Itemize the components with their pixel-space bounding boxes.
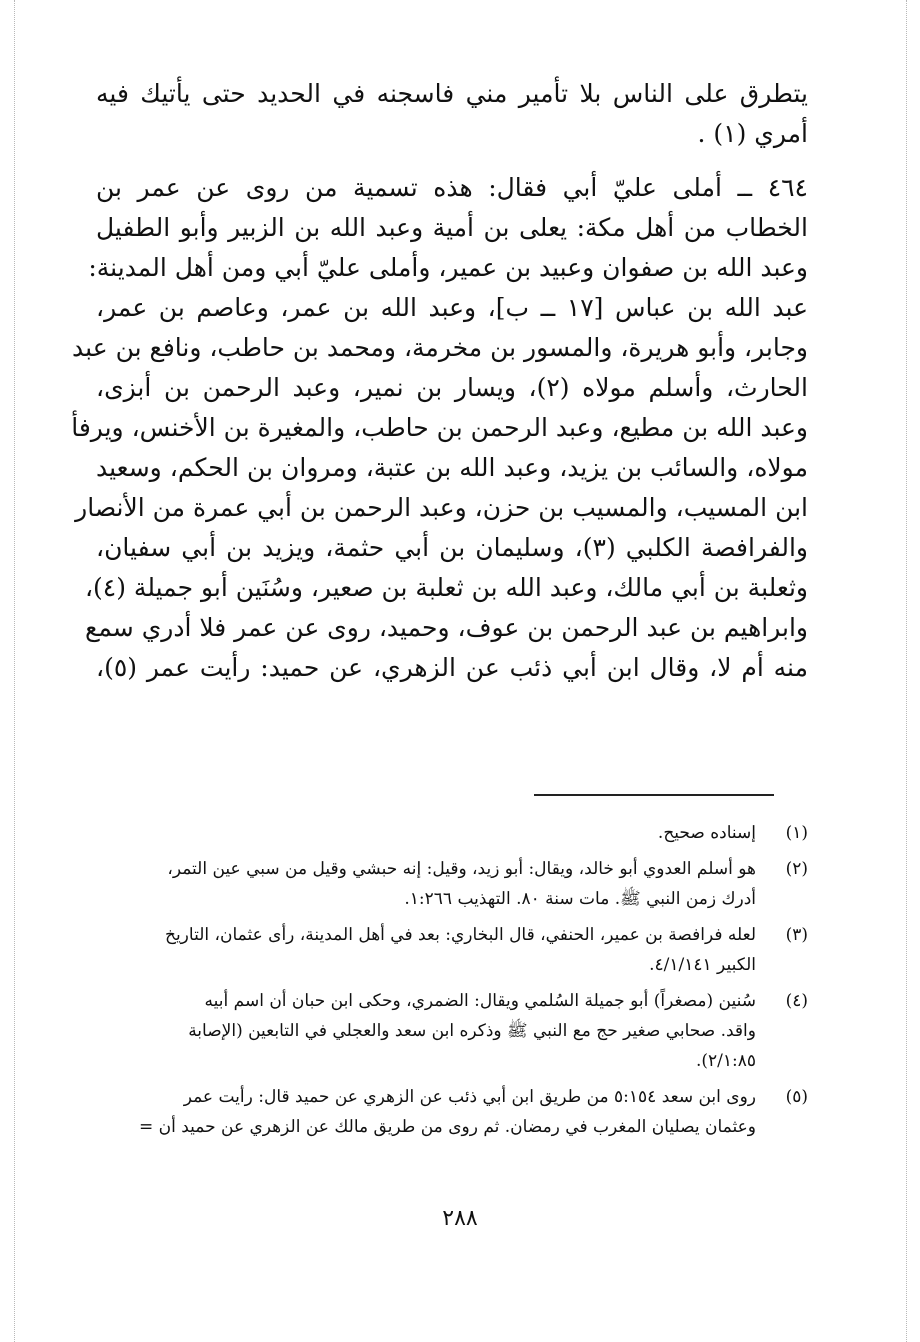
footnote-line: روى ابن سعد ٥:١٥٤ من طريق ابن أبي ذئب عن الزهري عن حميد قال: رأيت عمر bbox=[183, 1087, 756, 1107]
paragraph-gap bbox=[96, 154, 808, 168]
text-line: وابراهيم بن عبد الرحمن بن عوف، وحميد، روى عن عمر فلا أدري سمع bbox=[85, 613, 808, 642]
text-line: وعبد الله بن مطيع، وعبد الرحمن بن حاطب، والمغيرة بن الأخنس، ويرفأ bbox=[71, 413, 808, 442]
text-line: عبد الله بن عباس [١٧ ــ ب]، وعبد الله بن عمر، وعاصم بن عمر، bbox=[96, 293, 809, 322]
text-line: أمري (١) . bbox=[697, 119, 808, 148]
footnote-line: إسناده صحيح. bbox=[657, 823, 756, 843]
text-line: والفرافصة الكلبي (٣)، وسليمان بن أبي حثمة، ويزيد بن أبي سفيان، bbox=[96, 533, 809, 562]
left-margin-dotted-guide bbox=[14, 0, 17, 1342]
footnote-text bbox=[96, 818, 756, 848]
footnote-number: (٣) bbox=[785, 925, 808, 945]
footnote-2 bbox=[96, 854, 808, 914]
text-line: وثعلبة بن أبي مالك، وعبد الله بن ثعلبة بن صعير، وسُنَين أبو جميلة (٤)، bbox=[84, 573, 808, 602]
page-number: ٢٨٨ bbox=[442, 1206, 478, 1231]
footnote-number: (٥) bbox=[785, 1087, 808, 1107]
footnote-text bbox=[96, 1082, 756, 1142]
footnote-line: وعثمان يصليان المغرب في رمضان. ثم روى من طريق مالك عن الزهري عن حميد أن = bbox=[138, 1117, 756, 1137]
footnote-line: واقد. صحابي صغير حج مع النبي ﷺ وذكره ابن سعد والعجلي في التابعين (الإصابة bbox=[188, 1021, 756, 1041]
right-margin-dotted-guide bbox=[906, 0, 909, 1342]
footnote-3 bbox=[96, 920, 808, 980]
footnote-text bbox=[96, 986, 756, 1076]
footnote-number: (٤) bbox=[785, 991, 808, 1011]
footnote-5 bbox=[96, 1082, 808, 1142]
text-line: الخطاب من أهل مكة: يعلى بن أمية وعبد الله بن الزبير وأبو الطفيل bbox=[96, 213, 808, 242]
entry-464-first-line: ٤٦٤ ــ أملى عليّ أبي فقال: هذه تسمية من روى عن عمر بن bbox=[96, 173, 808, 202]
text-line: مولاه، والسائب بن يزيد، وعبد الله بن عتبة، ومروان بن الحكم، وسعيد bbox=[96, 453, 808, 482]
footnote-line: أدرك زمن النبي ﷺ. مات سنة ٨٠. التهذيب ١:٢٦٦. bbox=[404, 889, 756, 909]
text-line: الحارث، وأسلم مولاه (٢)، ويسار بن نمير، وعبد الرحمن بن أبزى، bbox=[96, 373, 808, 402]
footnote-4 bbox=[96, 986, 808, 1076]
footnote-line: ٢/١:٨٥). bbox=[695, 1051, 756, 1071]
text-line: وعبد الله بن صفوان وعبيد بن عمير، وأملى عليّ أبي ومن أهل المدينة: bbox=[88, 253, 808, 282]
text-line: منه أم لا، وقال ابن أبي ذئب عن الزهري، عن حميد: رأيت عمر (٥)، bbox=[96, 653, 808, 682]
main-text bbox=[71, 74, 809, 688]
footnotes bbox=[96, 818, 808, 1148]
text-line: يتطرق على الناس بلا تأمير مني فاسجنه في الحديد حتى يأتيك فيه bbox=[96, 79, 808, 108]
footnote-text bbox=[96, 920, 756, 980]
footnote-separator-rule bbox=[534, 794, 774, 796]
text-line: ابن المسيب، والمسيب بن حزن، وعبد الرحمن بن أبي عمرة من الأنصار bbox=[75, 493, 808, 522]
text-line: وجابر، وأبو هريرة، والمسور بن مخرمة، ومحمد بن حاطب، ونافع بن عبد bbox=[72, 333, 808, 362]
footnote-line: سُنين (مصغراً) أبو جميلة السُلمي ويقال: الضمري، وحكى ابن حبان أن اسم أبيه bbox=[204, 991, 756, 1011]
footnote-line: الكبير ٤/١/١٤١. bbox=[649, 955, 756, 975]
footnote-number: (١) bbox=[785, 823, 808, 843]
footnote-number: (٢) bbox=[785, 859, 808, 879]
footnote-1 bbox=[96, 818, 808, 848]
footnote-line: لعله فرافصة بن عمير، الحنفي، قال البخاري: بعد في أهل المدينة، رأى عثمان، التاريخ bbox=[164, 925, 756, 945]
footnote-text bbox=[96, 854, 756, 914]
footnote-line: هو أسلم العدوي أبو خالد، ويقال: أبو زيد، وقيل: إنه حبشي وقيل من سبي عين التمر، bbox=[167, 859, 756, 879]
